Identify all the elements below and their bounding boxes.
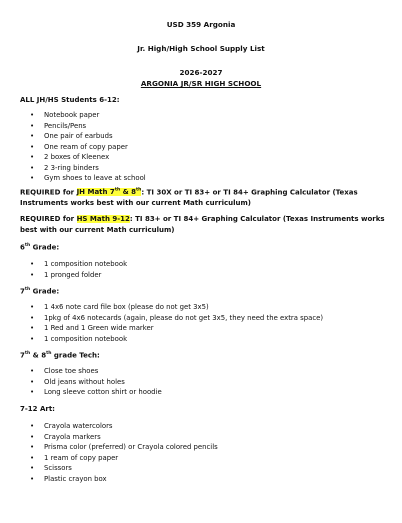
list-title: Jr. High/High School Supply List [137, 44, 265, 53]
all-students-heading: ALL JH/HS Students 6-12: [20, 96, 120, 104]
tech-heading: 7th & 8th grade Tech: [20, 351, 100, 360]
list-item: • One pair of earbuds [30, 131, 146, 142]
hs-math-requirement [20, 214, 392, 235]
all-students-list [30, 110, 146, 184]
grade7-heading: 7th Grade: [20, 287, 60, 296]
list-item: • 1pkg of 4x6 notecards (again, please do not get 3x5, they need the extra space) [30, 313, 323, 324]
school-year: 2026-2027 [179, 68, 223, 77]
list-item: • 1 Red and 1 Green wide marker [30, 323, 323, 334]
art-heading: 7-12 Art: [20, 405, 55, 413]
list-item: • 2 boxes of Kleenex [30, 152, 146, 163]
jh-math-highlight: JH Math 7th & 8th [76, 188, 142, 197]
grade6-list [30, 259, 127, 280]
list-item: • Crayola markers [30, 432, 218, 443]
hs-math-highlight: HS Math 9-12 [76, 215, 130, 223]
grade7-list [30, 302, 323, 344]
req-prefix: REQUIRED for [20, 188, 77, 197]
list-item: • Scissors [30, 463, 218, 474]
district-name: USD 359 Argonia [166, 20, 236, 29]
grade6-heading: 6th Grade: [20, 243, 60, 252]
list-item: • 1 composition notebook [30, 259, 127, 270]
list-item: • 1 pronged folder [30, 270, 127, 281]
list-item: • 1 composition notebook [30, 334, 323, 345]
list-item: • Plastic crayon box [30, 474, 218, 485]
list-item: • Close toe shoes [30, 366, 162, 377]
list-item: • 1 ream of copy paper [30, 453, 218, 464]
list-item: • Long sleeve cotton shirt or hoodie [30, 387, 162, 398]
list-item: • Old jeans without holes [30, 377, 162, 388]
req-prefix: REQUIRED for [20, 215, 77, 223]
school-name: ARGONIA JR/SR HIGH SCHOOL [140, 79, 262, 88]
list-item: • Prisma color (preferred) or Crayola colored pencils [30, 442, 218, 453]
list-item: • Notebook paper [30, 110, 146, 121]
list-item: • Pencils/Pens [30, 121, 146, 132]
art-list [30, 421, 218, 484]
list-item: • 1 4x6 note card file box (please do not get 3x5) [30, 302, 323, 313]
jh-math-requirement: REQUIRED for JH Math 7th & 8th: TI 30X or TI 83+ or TI 84+ Graphing Calculator (Texas Instruments works best with our current Math curriculum) [20, 188, 358, 207]
list-item: • One ream of copy paper [30, 142, 146, 153]
tech-list [30, 366, 162, 398]
list-item: • 2 3-ring binders [30, 163, 146, 174]
req-detail: : TI 83+ or TI 84+ Graphing Calculator (Texas Instruments works best with our current Math curriculum) [20, 215, 385, 234]
req-detail: TI 30X or TI 83+ or TI 84+ Graphing Calculator (Texas Instruments works best with our current Math curriculum) [20, 188, 358, 207]
list-item: • Gym shoes to leave at school [30, 173, 146, 184]
list-item: • Crayola watercolors [30, 421, 218, 432]
